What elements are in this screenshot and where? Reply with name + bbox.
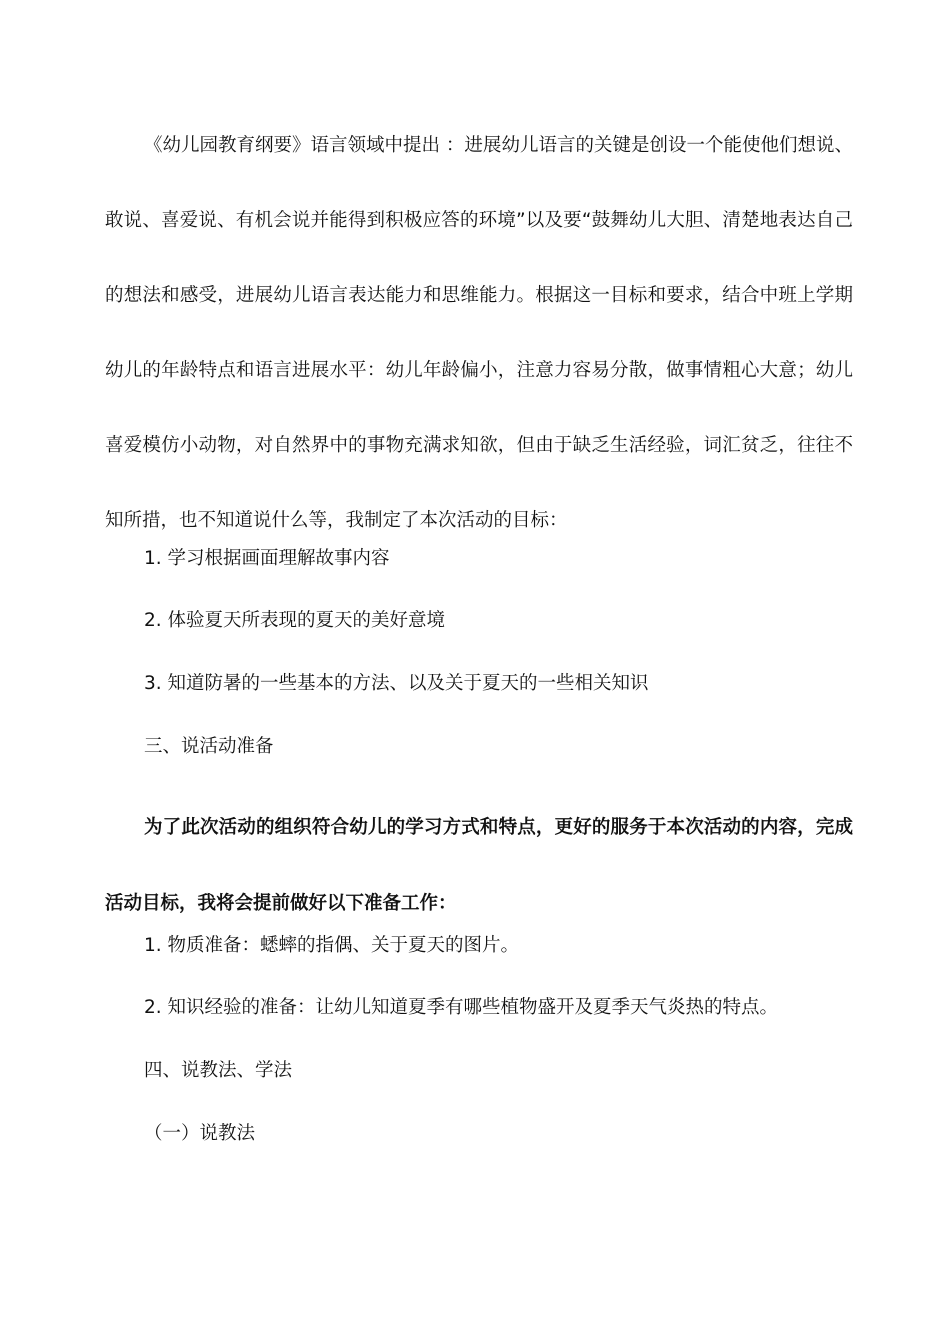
prep-item-1: 1. 物质准备：蟋蟀的指偶、关于夏天的图片。 (144, 935, 520, 956)
prep-item-2: 2. 知识经验的准备：让幼儿知道夏季有哪些植物盛开及夏季天气炎热的特点。 (144, 997, 779, 1018)
preparation-paragraph: 为了此次活动的组织符合幼儿的学习方式和特点，更好的服务于本次活动的内容，完成活动目标，我将会提前做好以下准备工作： (105, 817, 853, 914)
section-heading-preparation: 三、说活动准备 (144, 736, 274, 757)
intro-paragraph: 《幼儿园教育纲要》语言领域中提出 ：进展幼儿语言的关键是创设一个能使他们想说、敢说、喜爱说、有机会说并能得到积极应答的环境”以及要“鼓舞幼儿大胆、清楚地表达自己的想法和感受，进展幼儿语言表达能力和思维能力。根据这一目标和要求，结合中班上学期幼儿的年龄特点和语言进展水平：幼儿年龄偏小，注意力容易分散，做事情粗心大意；幼儿喜爱模仿小动物，对自然界中的事物充满求知欲，但由于缺乏生活经验，词汇贫乏，往往不知所措，也不知道说什么等，我制定了本次活动的目标： (105, 135, 853, 531)
subsection-heading-teaching-method: （一）说教法 (144, 1123, 256, 1144)
section-heading-methods: 四、说教法、学法 (144, 1060, 293, 1081)
goal-item-3: 3. 知道防暑的一些基本的方法、以及关于夏天的一些相关知识 (144, 673, 649, 694)
goal-item-2: 2. 体验夏天所表现的夏天的美好意境 (144, 610, 446, 631)
goal-item-1: 1. 学习根据画面理解故事内容 (144, 548, 390, 569)
